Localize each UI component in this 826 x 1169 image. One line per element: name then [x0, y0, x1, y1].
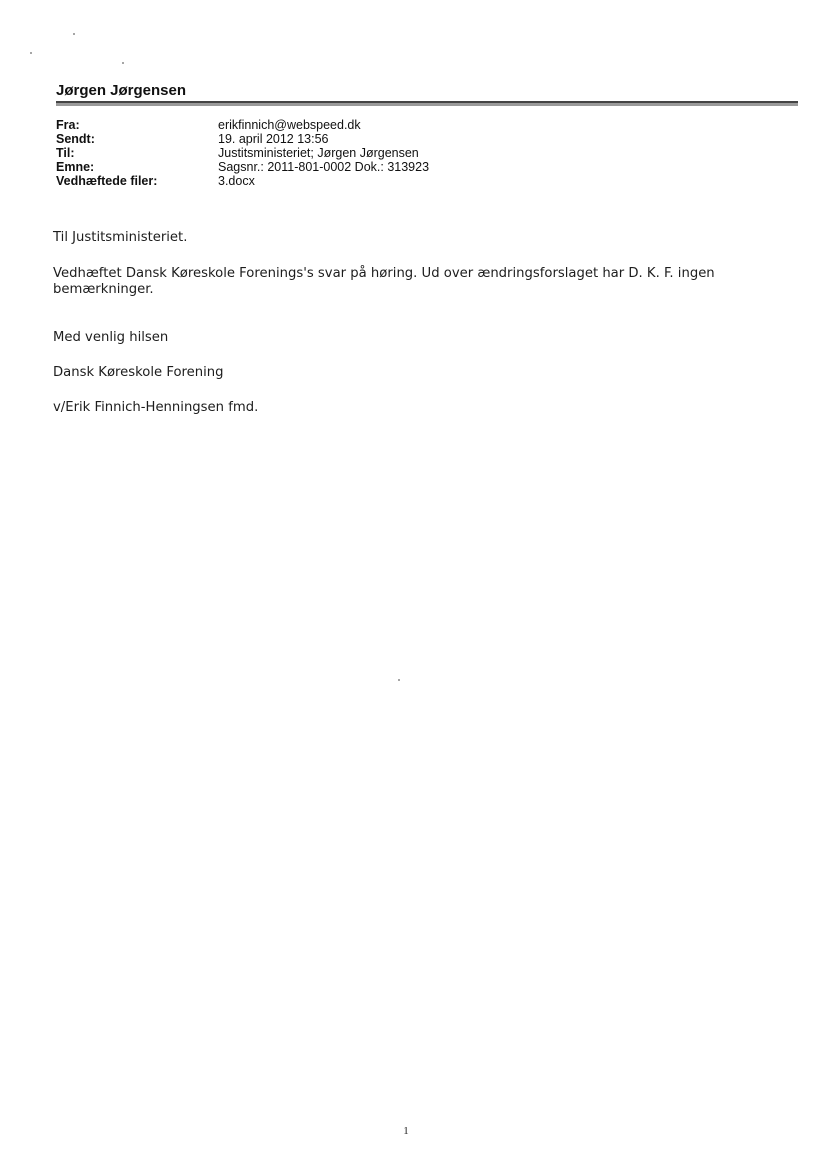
from-row — [56, 118, 756, 132]
closing: Med venlig hilsen — [53, 330, 169, 345]
attachments-label: Vedhæftede filer: — [56, 174, 158, 188]
to-value: Justitsministeriet; Jørgen Jørgensen — [218, 146, 419, 160]
mailbox-owner-name: Jørgen Jørgensen — [56, 82, 187, 99]
attachments-value: 3.docx — [218, 174, 255, 188]
scan-speck — [30, 52, 32, 54]
to-row — [56, 146, 756, 160]
scan-speck — [122, 62, 124, 64]
sent-value: 19. april 2012 13:56 — [218, 132, 329, 146]
sent-row — [56, 132, 756, 146]
from-value: erikfinnich@webspeed.dk — [218, 118, 361, 132]
email-header — [56, 118, 756, 188]
header-rule — [56, 101, 798, 106]
subject-label: Emne: — [56, 160, 95, 174]
from-label: Fra: — [56, 118, 80, 132]
subject-row — [56, 160, 756, 174]
scan-speck — [398, 679, 400, 681]
attachments-row — [56, 174, 756, 188]
body-paragraph: Vedhæftet Dansk Køreskole Forenings's svar på høring. Ud over ændringsforslaget har D. K. F. ingen bemærkninger. — [53, 266, 715, 297]
organization-name: Dansk Køreskole Forening — [53, 365, 224, 380]
subject-value: Sagsnr.: 2011-801-0002 Dok.: 313923 — [218, 160, 430, 174]
signature: v/Erik Finnich-Henningsen fmd. — [53, 400, 259, 415]
greeting: Til Justitsministeriet. — [53, 230, 188, 245]
sent-label: Sendt: — [56, 132, 95, 146]
page-number: 1 — [403, 1125, 409, 1137]
scan-speck — [73, 33, 75, 35]
to-label: Til: — [56, 146, 75, 160]
